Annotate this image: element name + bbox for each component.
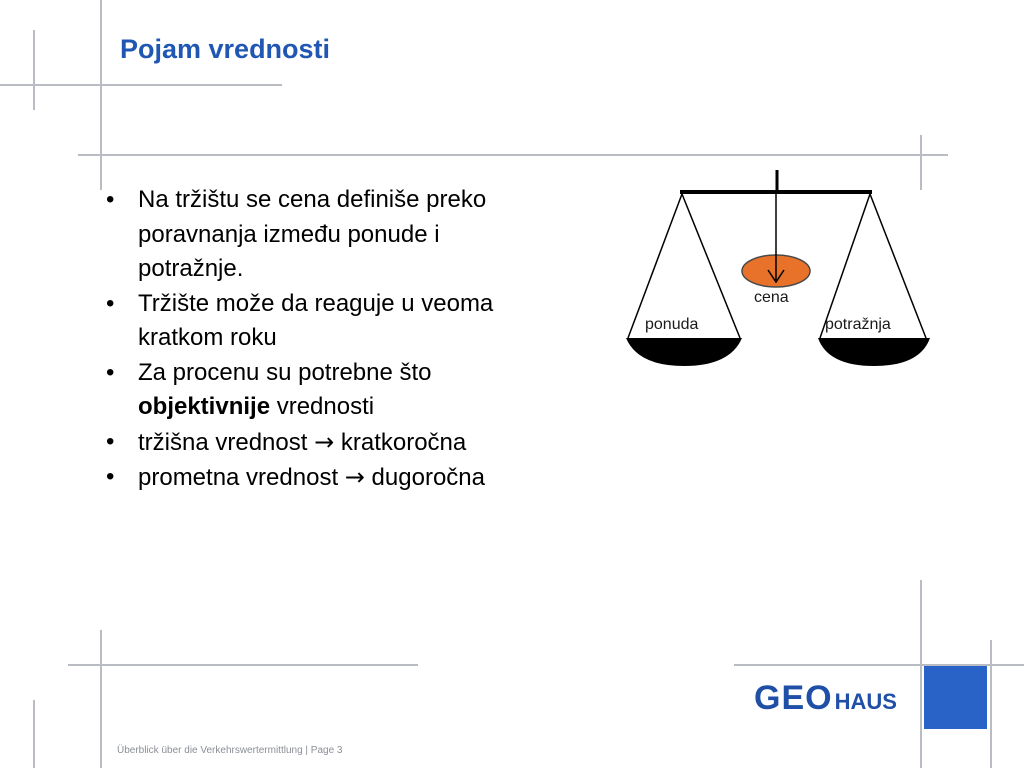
bullet-text: prometna vrednost xyxy=(138,464,345,491)
grid-line-v-right-bottom xyxy=(920,580,922,768)
grid-line-v-main-bottom xyxy=(100,630,102,768)
balance-scale-svg xyxy=(620,168,940,378)
grid-line-h-top-left xyxy=(0,84,282,86)
bullet-item xyxy=(106,460,546,496)
bullet-text: Tržište može da reaguje u veoma kratkom roku xyxy=(138,289,494,351)
right-pan xyxy=(818,338,930,366)
label-ponuda: ponuda xyxy=(645,316,699,333)
grid-line-v-left-top xyxy=(33,30,35,110)
bullet-emphasis: objektivnije xyxy=(138,393,271,420)
bullet-text: tržišna vrednost xyxy=(138,428,315,456)
grid-line-v-far-right-bottom xyxy=(990,640,992,768)
bullet-text: Za procenu su potrebne što xyxy=(138,358,432,386)
arrow-right-icon: → xyxy=(344,463,365,491)
slide-footer: Überblick über die Verkehrswertermittlung | Page 3 xyxy=(117,745,343,756)
balance-scale-diagram xyxy=(620,168,940,378)
grid-line-v-left-bottom xyxy=(33,700,35,768)
bullet-marker: • xyxy=(106,358,115,386)
grid-line-h-under-title xyxy=(78,154,948,156)
bullet-marker: • xyxy=(106,427,115,455)
bullet-marker: • xyxy=(106,463,115,490)
logo-geo-text: GEO xyxy=(754,679,833,717)
bullet-marker: • xyxy=(106,289,115,317)
label-potraznja: potražnja xyxy=(825,316,891,333)
arrow-right-icon: → xyxy=(314,427,335,456)
slide-title: Pojam vrednosti xyxy=(120,34,331,64)
brand-square xyxy=(924,666,987,729)
bullet-text: Na tržištu se cena definiše preko poravnanja između ponude i potražnje. xyxy=(138,186,487,282)
bullet-item xyxy=(106,183,546,287)
grid-line-v-main-top xyxy=(100,0,102,190)
bullet-item xyxy=(106,425,546,461)
logo-haus-text: HAUS xyxy=(834,689,897,714)
bullet-item xyxy=(106,287,546,356)
bullet-text: vrednosti xyxy=(270,393,375,420)
bullet-marker: • xyxy=(106,186,115,213)
bullet-list xyxy=(106,183,546,496)
bullet-text: dugoročna xyxy=(364,464,485,491)
grid-line-h-bottom-left xyxy=(68,664,418,666)
label-cena: cena xyxy=(754,289,789,306)
left-pan xyxy=(626,338,742,366)
bullet-item xyxy=(106,356,546,425)
geohaus-logo xyxy=(754,679,897,718)
bullet-text: kratkoročna xyxy=(334,428,467,456)
